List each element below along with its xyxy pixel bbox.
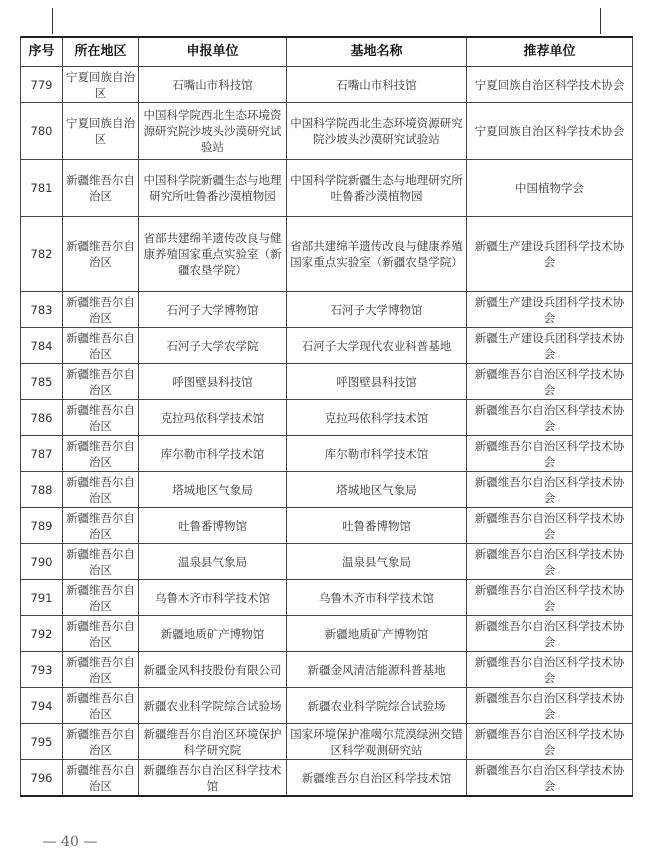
row-applicant: 中国科学院新疆生态与地理研究所吐鲁番沙漠植物园: [139, 160, 287, 217]
row-region: 宁夏回族自治区: [63, 67, 139, 103]
row-region: 新疆维吾尔自治区: [63, 724, 139, 760]
base-list-table: [20, 36, 633, 797]
table-row: [21, 292, 633, 328]
row-number: 782: [21, 217, 63, 292]
header-recommender: 推荐单位: [467, 37, 633, 67]
row-applicant: 石嘴山市科技馆: [139, 67, 287, 103]
row-recommender: 新疆维吾尔自治区科学技术协会: [467, 508, 633, 544]
row-recommender: 宁夏回族自治区科学技术协会: [467, 67, 633, 103]
row-number: 791: [21, 580, 63, 616]
row-applicant: 乌鲁木齐市科学技术馆: [139, 580, 287, 616]
row-base-name: 乌鲁木齐市科学技术馆: [287, 580, 467, 616]
row-applicant: 石河子大学博物馆: [139, 292, 287, 328]
row-base-name: 中国科学院新疆生态与地理研究所吐鲁番沙漠植物园: [287, 160, 467, 217]
row-applicant: 呼图壁县科技馆: [139, 364, 287, 400]
table-row: [21, 652, 633, 688]
row-applicant: 温泉县气象局: [139, 544, 287, 580]
row-region: 新疆维吾尔自治区: [63, 760, 139, 797]
table-row: [21, 160, 633, 217]
row-region: 新疆维吾尔自治区: [63, 472, 139, 508]
row-number: 784: [21, 328, 63, 364]
row-recommender: 新疆生产建设兵团科学技术协会: [467, 217, 633, 292]
table-row: [21, 436, 633, 472]
table-row: [21, 544, 633, 580]
crop-mark-left: [52, 8, 53, 34]
row-base-name: 吐鲁番博物馆: [287, 508, 467, 544]
row-number: 792: [21, 616, 63, 652]
header-applicant: 申报单位: [139, 37, 287, 67]
row-number: 793: [21, 652, 63, 688]
row-region: 宁夏回族自治区: [63, 103, 139, 160]
row-recommender: 中国植物学会: [467, 160, 633, 217]
row-number: 796: [21, 760, 63, 797]
row-recommender: 新疆维吾尔自治区科学技术协会: [467, 688, 633, 724]
row-base-name: 新疆农业科学院综合试验场: [287, 688, 467, 724]
row-region: 新疆维吾尔自治区: [63, 328, 139, 364]
row-region: 新疆维吾尔自治区: [63, 160, 139, 217]
row-base-name: 石嘴山市科技馆: [287, 67, 467, 103]
table-row: [21, 103, 633, 160]
row-number: 795: [21, 724, 63, 760]
row-number: 779: [21, 67, 63, 103]
row-number: 789: [21, 508, 63, 544]
row-applicant: 新疆农业科学院综合试验场: [139, 688, 287, 724]
row-applicant: 省部共建绵羊遗传改良与健康养殖国家重点实验室（新疆农垦学院）: [139, 217, 287, 292]
crop-mark-right: [600, 8, 601, 34]
row-base-name: 省部共建绵羊遗传改良与健康养殖国家重点实验室（新疆农垦学院）: [287, 217, 467, 292]
table-row: [21, 328, 633, 364]
row-base-name: 呼图壁县科技馆: [287, 364, 467, 400]
row-recommender: 新疆维吾尔自治区科学技术协会: [467, 616, 633, 652]
table-row: [21, 724, 633, 760]
row-base-name: 克拉玛依科学技术馆: [287, 400, 467, 436]
row-number: 787: [21, 436, 63, 472]
row-base-name: 石河子大学博物馆: [287, 292, 467, 328]
row-number: 780: [21, 103, 63, 160]
row-recommender: 宁夏回族自治区科学技术协会: [467, 103, 633, 160]
row-region: 新疆维吾尔自治区: [63, 292, 139, 328]
row-applicant: 克拉玛依科学技术馆: [139, 400, 287, 436]
header-number: 序号: [21, 37, 63, 67]
table-row: [21, 472, 633, 508]
row-recommender: 新疆维吾尔自治区科学技术协会: [467, 652, 633, 688]
row-base-name: 塔城地区气象局: [287, 472, 467, 508]
table-row: [21, 217, 633, 292]
row-base-name: 中国科学院西北生态环境资源研究院沙坡头沙漠研究试验站: [287, 103, 467, 160]
table-row: [21, 688, 633, 724]
row-base-name: 石河子大学现代农业科普基地: [287, 328, 467, 364]
row-region: 新疆维吾尔自治区: [63, 616, 139, 652]
row-number: 786: [21, 400, 63, 436]
table-row: [21, 760, 633, 797]
row-applicant: 吐鲁番博物馆: [139, 508, 287, 544]
row-recommender: 新疆维吾尔自治区科学技术协会: [467, 472, 633, 508]
row-base-name: 国家环境保护准噶尔荒漠绿洲交错区科学观测研究站: [287, 724, 467, 760]
row-recommender: 新疆维吾尔自治区科学技术协会: [467, 400, 633, 436]
row-region: 新疆维吾尔自治区: [63, 580, 139, 616]
row-applicant: 库尔勒市科学技术馆: [139, 436, 287, 472]
row-region: 新疆维吾尔自治区: [63, 400, 139, 436]
header-base-name: 基地名称: [287, 37, 467, 67]
row-applicant: 新疆地质矿产博物馆: [139, 616, 287, 652]
row-base-name: 温泉县气象局: [287, 544, 467, 580]
row-region: 新疆维吾尔自治区: [63, 364, 139, 400]
row-region: 新疆维吾尔自治区: [63, 688, 139, 724]
table-row: [21, 67, 633, 103]
table-row: [21, 400, 633, 436]
row-number: 785: [21, 364, 63, 400]
row-region: 新疆维吾尔自治区: [63, 652, 139, 688]
row-recommender: 新疆维吾尔自治区科学技术协会: [467, 436, 633, 472]
row-number: 781: [21, 160, 63, 217]
row-recommender: 新疆生产建设兵团科学技术协会: [467, 292, 633, 328]
table-row: [21, 580, 633, 616]
row-number: 790: [21, 544, 63, 580]
table-header-row: [21, 37, 633, 67]
row-region: 新疆维吾尔自治区: [63, 544, 139, 580]
page-number: — 40 —: [42, 834, 98, 850]
row-recommender: 新疆生产建设兵团科学技术协会: [467, 328, 633, 364]
row-base-name: 库尔勒市科学技术馆: [287, 436, 467, 472]
table-body: [21, 67, 633, 797]
row-recommender: 新疆维吾尔自治区科学技术协会: [467, 544, 633, 580]
row-applicant: 塔城地区气象局: [139, 472, 287, 508]
row-applicant: 新疆金风科技股份有限公司: [139, 652, 287, 688]
row-applicant: 新疆维吾尔自治区科学技术馆: [139, 760, 287, 797]
row-recommender: 新疆维吾尔自治区科学技术协会: [467, 724, 633, 760]
row-base-name: 新疆地质矿产博物馆: [287, 616, 467, 652]
row-number: 794: [21, 688, 63, 724]
row-applicant: 中国科学院西北生态环境资源研究院沙坡头沙漠研究试验站: [139, 103, 287, 160]
row-applicant: 新疆维吾尔自治区环境保护科学研究院: [139, 724, 287, 760]
row-number: 788: [21, 472, 63, 508]
header-region: 所在地区: [63, 37, 139, 67]
row-recommender: 新疆维吾尔自治区科学技术协会: [467, 580, 633, 616]
table-row: [21, 508, 633, 544]
row-region: 新疆维吾尔自治区: [63, 436, 139, 472]
row-base-name: 新疆金风清洁能源科普基地: [287, 652, 467, 688]
row-region: 新疆维吾尔自治区: [63, 508, 139, 544]
row-number: 783: [21, 292, 63, 328]
row-recommender: 新疆维吾尔自治区科学技术协会: [467, 364, 633, 400]
row-region: 新疆维吾尔自治区: [63, 217, 139, 292]
row-base-name: 新疆维吾尔自治区科学技术馆: [287, 760, 467, 797]
row-recommender: 新疆维吾尔自治区科学技术协会: [467, 760, 633, 797]
table-row: [21, 616, 633, 652]
row-applicant: 石河子大学农学院: [139, 328, 287, 364]
table-row: [21, 364, 633, 400]
